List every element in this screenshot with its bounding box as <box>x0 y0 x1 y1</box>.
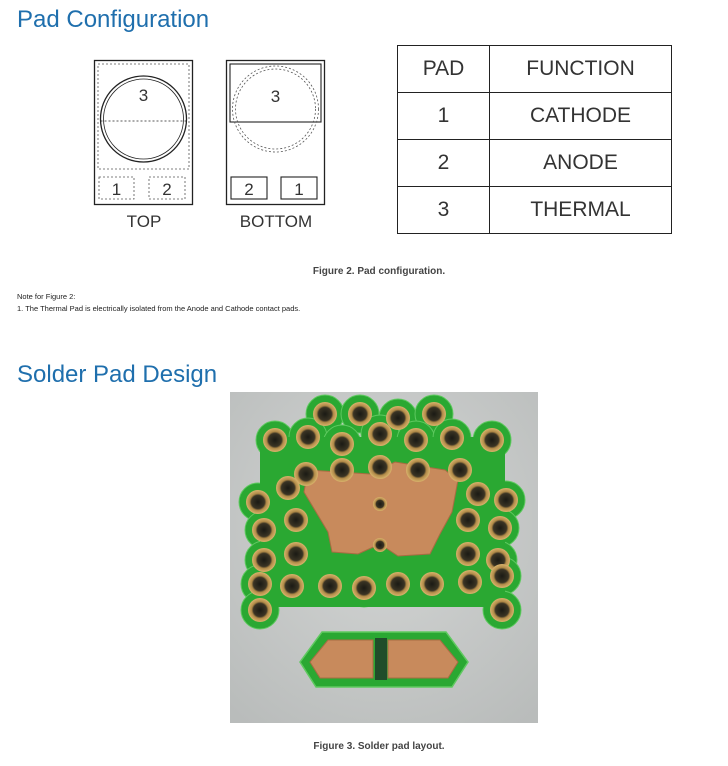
via-hole <box>348 402 372 426</box>
figure-3-caption: Figure 3. Solder pad layout. <box>313 741 445 752</box>
top-thermal-pad-label: 3 <box>138 86 149 105</box>
via-hole <box>263 428 287 452</box>
table-row <box>398 187 672 234</box>
table-row <box>398 140 672 187</box>
figure-2-note-title: Note for Figure 2: <box>17 292 76 301</box>
table-header-row <box>398 46 672 93</box>
via-hole <box>490 564 514 588</box>
top-pad-left-label: 1 <box>111 180 122 199</box>
figure-2-caption: Figure 2. Pad configuration. <box>312 266 446 277</box>
via-hole <box>296 425 320 449</box>
via-hole <box>456 542 480 566</box>
via-hole <box>386 572 410 596</box>
via-hole <box>490 598 514 622</box>
via-hole <box>456 508 480 532</box>
bottom-pad-right-label: 1 <box>294 180 304 199</box>
bottom-view-diagram <box>226 60 326 206</box>
via-hole <box>248 598 272 622</box>
via-hole <box>406 458 430 482</box>
table-cell-pad: 2 <box>398 140 490 187</box>
top-pad-right-label: 2 <box>162 180 172 199</box>
bottom-thermal-pad-label: 3 <box>270 87 281 106</box>
via-hole <box>318 574 342 598</box>
via-hole <box>330 432 354 456</box>
via-hole <box>276 476 300 500</box>
top-view-label: TOP <box>126 212 162 231</box>
via-hole <box>284 508 308 532</box>
top-view-diagram <box>94 60 194 206</box>
via-hole <box>368 455 392 479</box>
via-hole <box>248 572 272 596</box>
table-cell-function: ANODE <box>490 140 672 187</box>
via-hole <box>246 490 270 514</box>
bottom-pad-left-label: 2 <box>244 180 254 199</box>
via-hole <box>422 402 446 426</box>
via-hole <box>252 548 276 572</box>
solder-pad-photo <box>230 392 538 723</box>
table-header-pad: PAD <box>398 46 490 93</box>
pad-function-table <box>397 45 672 234</box>
via-hole <box>280 574 304 598</box>
via-hole <box>252 518 276 542</box>
via-hole <box>466 482 490 506</box>
figure-2-note-1: 1. The Thermal Pad is electrically isolated from the Anode and Cathode contact pads. <box>17 304 301 313</box>
via-hole <box>494 488 518 512</box>
solder-pad-design-heading: Solder Pad Design <box>17 361 218 388</box>
via-hole <box>313 402 337 426</box>
via-hole <box>330 458 354 482</box>
via-hole <box>404 428 428 452</box>
via-hole <box>448 458 472 482</box>
table-header-function: FUNCTION <box>490 46 672 93</box>
via-hole <box>488 516 512 540</box>
bottom-view-label: BOTTOM <box>239 212 313 231</box>
via-hole <box>352 576 376 600</box>
table-row <box>398 93 672 140</box>
via-hole <box>458 570 482 594</box>
table-cell-pad: 1 <box>398 93 490 140</box>
via-hole <box>440 426 464 450</box>
table-cell-function: THERMAL <box>490 187 672 234</box>
via-hole <box>368 422 392 446</box>
via-hole <box>480 428 504 452</box>
via-hole <box>420 572 444 596</box>
via-hole <box>284 542 308 566</box>
via-hole <box>386 406 410 430</box>
table-cell-function: CATHODE <box>490 93 672 140</box>
table-cell-pad: 3 <box>398 187 490 234</box>
pad-configuration-heading: Pad Configuration <box>17 6 210 33</box>
